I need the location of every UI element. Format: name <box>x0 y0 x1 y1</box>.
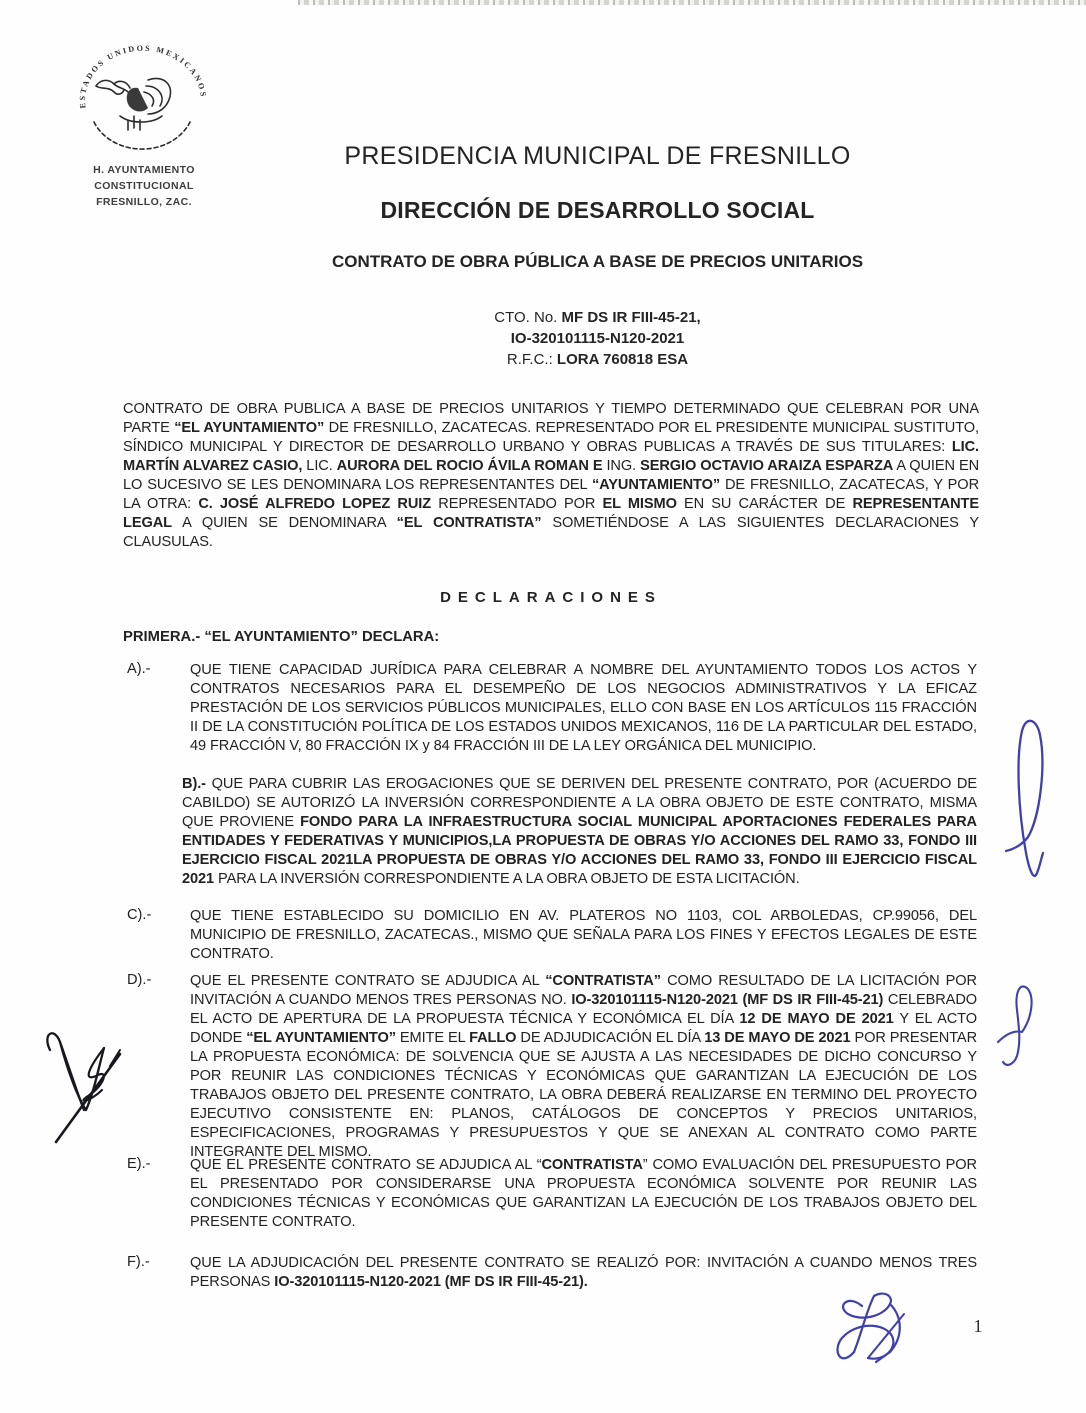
declaration-item-d <box>127 972 977 1162</box>
declaration-item-c <box>127 907 977 964</box>
seal-arc-text: ESTADOS UNIDOS MEXICANOS <box>77 44 209 109</box>
seal-caption <box>74 162 214 210</box>
primera-clause-heading: PRIMERA.- “EL AYUNTAMIENTO” DECLARA: <box>123 629 440 645</box>
item-label: E).- <box>127 1156 151 1172</box>
item-label: A).- <box>127 661 151 677</box>
contract-id-block <box>205 307 990 370</box>
contract-type-title: CONTRATO DE OBRA PÚBLICA A BASE DE PRECIOS UNITARIOS <box>331 252 864 271</box>
declarations-heading: DECLARACIONES <box>440 589 662 606</box>
procedure-number-line: IO-320101115-N120-2021 <box>510 330 685 347</box>
department-title: DIRECCIÓN DE DESARROLLO SOCIAL <box>380 197 815 223</box>
signature-left-margin <box>22 1018 132 1148</box>
seal-caption-line-2: CONSTITUCIONAL <box>94 180 194 192</box>
declaration-item-f <box>127 1254 977 1292</box>
declaration-item-a <box>127 661 977 756</box>
item-text: QUE EL PRESENTE CONTRATO SE ADJUDICA AL “CONTRATISTA” COMO EVALUACIÓN DEL PRESUPUESTO POR EL PRESENTADO POR CONSIDERARSE UNA PROPUESTA ECONÓMICA SOLVENTE POR REUNIR LAS CONDICIONES TÉCNICAS Y ECONÓMICAS QUE GARANTIZAN LA EJECUCIÓN DE LOS TRABAJOS OBJETO DEL PRESENTE CONTRATO. <box>190 1157 977 1230</box>
item-label: F).- <box>127 1254 150 1270</box>
item-text: QUE TIENE CAPACIDAD JURÍDICA PARA CELEBRAR A NOMBRE DEL AYUNTAMIENTO TODOS LOS ACTOS Y CONTRATOS NECESARIOS PARA EL DESEMPEÑO DE LOS NEGOCIOS ADMINISTRATIVOS Y LA EFICAZ PRESTACIÓN DE LOS SERVICIOS PÚBLICOS MUNICIPALES, ELLO CON BASE EN LOS ARTÍCULOS 115 FRACCIÓN II DE LA CONSTITUCIÓN POLÍTICA DE LOS ESTADOS UNIDOS MEXICANOS, 116 DE LA PARTICULAR DEL ESTADO, 49 FRACCIÓN V, 80 FRACCIÓN IX y 84 FRACCIÓN III DE LA LEY ORGÁNICA DEL MUNICIPIO. <box>190 662 977 754</box>
scan-artifact-line <box>298 0 1086 5</box>
item-text: QUE LA ADJUDICACIÓN DEL PRESENTE CONTRATO SE REALIZÓ POR: INVITACIÓN A CUANDO MENOS TRES PERSONAS IO-320101115-N120-2021 (MF DS IR FIII-45-21). <box>190 1255 977 1290</box>
signature-rubric-right-margin <box>1000 705 1060 895</box>
seal-caption-line-1: H. AYUNTAMIENTO <box>93 164 195 176</box>
item-text: QUE TIENE ESTABLECIDO SU DOMICILIO EN AV. PLATEROS NO 1103, COL ARBOLEDAS, CP.99056, DEL MUNICIPIO DE FRESNILLO, ZACATECAS., MISMO QUE SEÑALA PARA LOS FINES Y EFECTOS LEGALES DE ESTE CONTRATO. <box>190 908 977 962</box>
item-label: C).- <box>127 907 152 923</box>
item-text: QUE EL PRESENTE CONTRATO SE ADJUDICA AL “CONTRATISTA” COMO RESULTADO DE LA LICITACIÓN POR INVITACIÓN A CUANDO MENOS TRES PERSONAS NO. IO-320101115-N120-2021 (MF DS IR FIII-45-21) CELEBRADO EL ACTO DE APERTURA DE LA PROPUESTA TÉCNICA Y ECONÓMICA EL DÍA 12 DE MAYO DE 2021 Y EL ACTO DONDE “EL AYUNTAMIENTO” EMITE EL FALLO DE ADJUDICACIÓN EL DÍA 13 DE MAYO DE 2021 POR PRESENTAR LA PROPUESTA ECONÓMICA: DE SOLVENCIA QUE SE AJUSTA A LAS NECESIDADES DE DICHO CONCURSO Y POR REUNIR LAS CONDICIONES TÉCNICAS Y ECONÓMICAS QUE GARANTIZAN LA EJECUCIÓN DE LOS TRABAJOS OBJETO DEL PRESENTE CONTRATO, LA OBRA DEBERÁ REALIZARSE EN TERMINO DEL PROYECTO EJECUTIVO CONSISTENTE EN: PLANOS, CATÁLOGOS DE CONCEPTOS Y PRECIOS UNITARIOS, ESPECIFICACIONES, PROGRAMAS Y PRESUPUESTOS Y QUE SE ANEXAN AL CONTRATO COMO PARTE INTEGRANTE DEL MISMO. <box>190 973 978 1160</box>
signature-rubric-right-margin-small <box>990 980 1045 1070</box>
page-title: PRESIDENCIA MUNICIPAL DE FRESNILLO <box>344 142 851 170</box>
mexico-coat-of-arms-icon <box>68 44 216 156</box>
item-label: D).- <box>127 972 152 988</box>
declaration-item-e <box>127 1156 977 1232</box>
rfc-line: R.F.C.: LORA 760818 ESA <box>506 351 689 368</box>
declaration-item-b: B).- QUE PARA CUBRIR LAS EROGACIONES QUE SE DERIVEN DEL PRESENTE CONTRATO, POR (ACUERDO DE CABILDO) SE AUTORIZÓ LA INVERSIÓN CORRESPONDIENTE A LA OBRA OBJETO DE ESTE CONTRATO, MISMA QUE PROVIENE FONDO PARA LA INFRAESTRUCTURA SOCIAL MUNICIPAL APORTACIONES FEDERALES PARA ENTIDADES Y FEDERATIVAS Y MUNICIPIOS,LA PROPUESTA DE OBRAS Y/O ACCIONES DEL RAMO 33, FONDO III EJERCICIO FISCAL 2021LA PROPUESTA DE OBRAS Y/O ACCIONES DEL RAMO 33, FONDO III EJERCICIO FISCAL 2021 PARA LA INVERSIÓN CORRESPONDIENTE A LA OBRA OBJETO DE ESTA LICITACIÓN. <box>182 776 977 887</box>
intro-paragraph: CONTRATO DE OBRA PUBLICA A BASE DE PRECIOS UNITARIOS Y TIEMPO DETERMINADO QUE CELEBRAN POR UNA PARTE “EL AYUNTAMIENTO” DE FRESNILLO, ZACATECAS. REPRESENTADO POR EL PRESIDENTE MUNICIPAL SUSTITUTO, SÍNDICO MUNICIPAL Y DIRECTOR DE DESARROLLO URBANO Y OBRAS PUBLICAS A TRAVÉS DE SUS TITULARES: LIC. MARTÍN ALVAREZ CASIO, LIC. AURORA DEL ROCIO ÁVILA ROMAN E ING. SERGIO OCTAVIO ARAIZA ESPARZA A QUIEN EN LO SUCESIVO SE LES DENOMINARA LOS REPRESENTANTES DEL “AYUNTAMIENTO” DE FRESNILLO, ZACATECAS, Y POR LA OTRA: C. JOSÉ ALFREDO LOPEZ RUIZ REPRESENTADO POR EL MISMO EN SU CARÁCTER DE REPRESENTANTE LEGAL A QUIEN SE DENOMINARA “EL CONTRATISTA” SOMETIÉNDOSE A LAS SIGUIENTES DECLARACIONES Y CLAUSULAS. <box>123 401 980 550</box>
signature-bottom-right <box>828 1288 920 1376</box>
contract-number-line: CTO. No. MF DS IR FIII-45-21, <box>494 309 701 326</box>
page-number: 1 <box>973 1316 983 1336</box>
seal-caption-line-3: FRESNILLO, ZAC. <box>96 196 192 208</box>
